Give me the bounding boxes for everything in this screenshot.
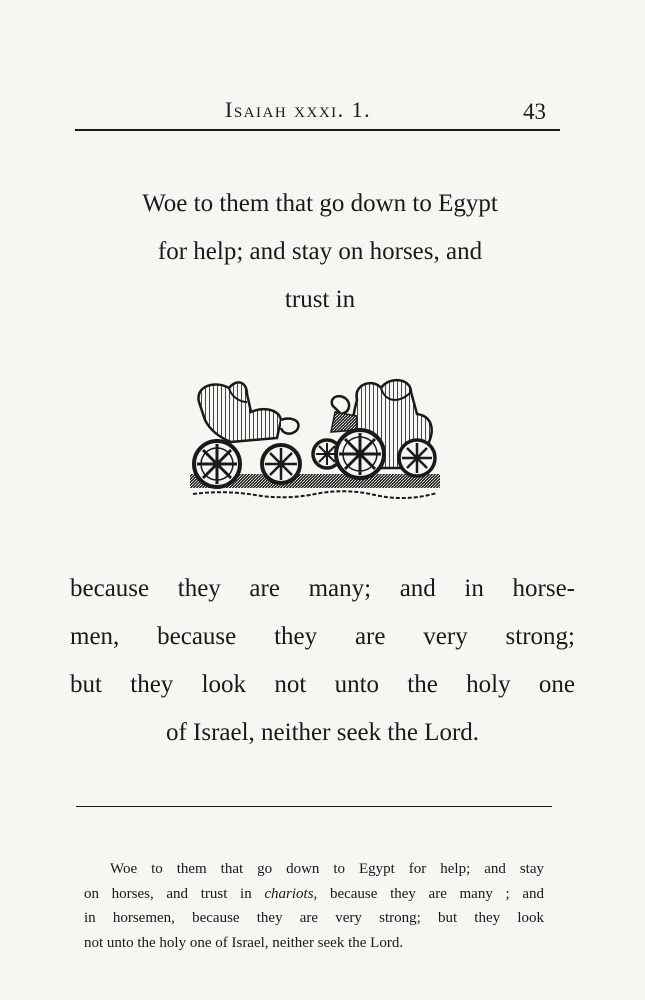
verse-line: for help; and stay on horses, and [157,238,483,265]
footnote-text: on horses, and trust in [84,885,265,902]
verse-text-top [70,180,570,324]
verse-line: trust in [284,286,356,313]
wheel [194,441,240,487]
footnote-line: in horsemen, because they are very strong; but they look [84,910,544,926]
section-divider [76,806,552,807]
verse-line: of Israel, neither seek the Lord. [165,719,480,746]
header-rule [75,129,560,131]
page-number: 43 [523,99,546,124]
wheel [262,445,300,483]
footnote-italic-word: chariots [264,885,314,902]
footnote-text: , because they are many ; and [313,885,544,902]
page-header [75,92,560,132]
wheel [336,430,384,478]
verse-text-bottom [70,565,575,757]
verse-line: but they look not unto the holy one [70,671,575,698]
running-title [225,97,371,123]
chariots-illustration [185,372,443,500]
verse-line: because they are many; and in horse- [70,575,575,602]
wheel [399,440,435,476]
verse-line: men, because they are very strong; [70,623,575,650]
running-title-reference: xxxi. 1. [294,97,372,122]
running-title-book: saiah [233,97,288,122]
footnote-line [84,882,544,907]
footnote-line: not unto the holy one of Israel, neither seek the Lord. [84,934,404,951]
footnote-verse [84,857,544,955]
verse-line: Woe to them that go down to Egypt [142,190,498,217]
footnote-line: Woe to them that go down to Egypt for help; and stay [110,861,544,877]
running-title-initial: I [225,97,234,122]
chariots-woodcut-image [185,372,443,500]
